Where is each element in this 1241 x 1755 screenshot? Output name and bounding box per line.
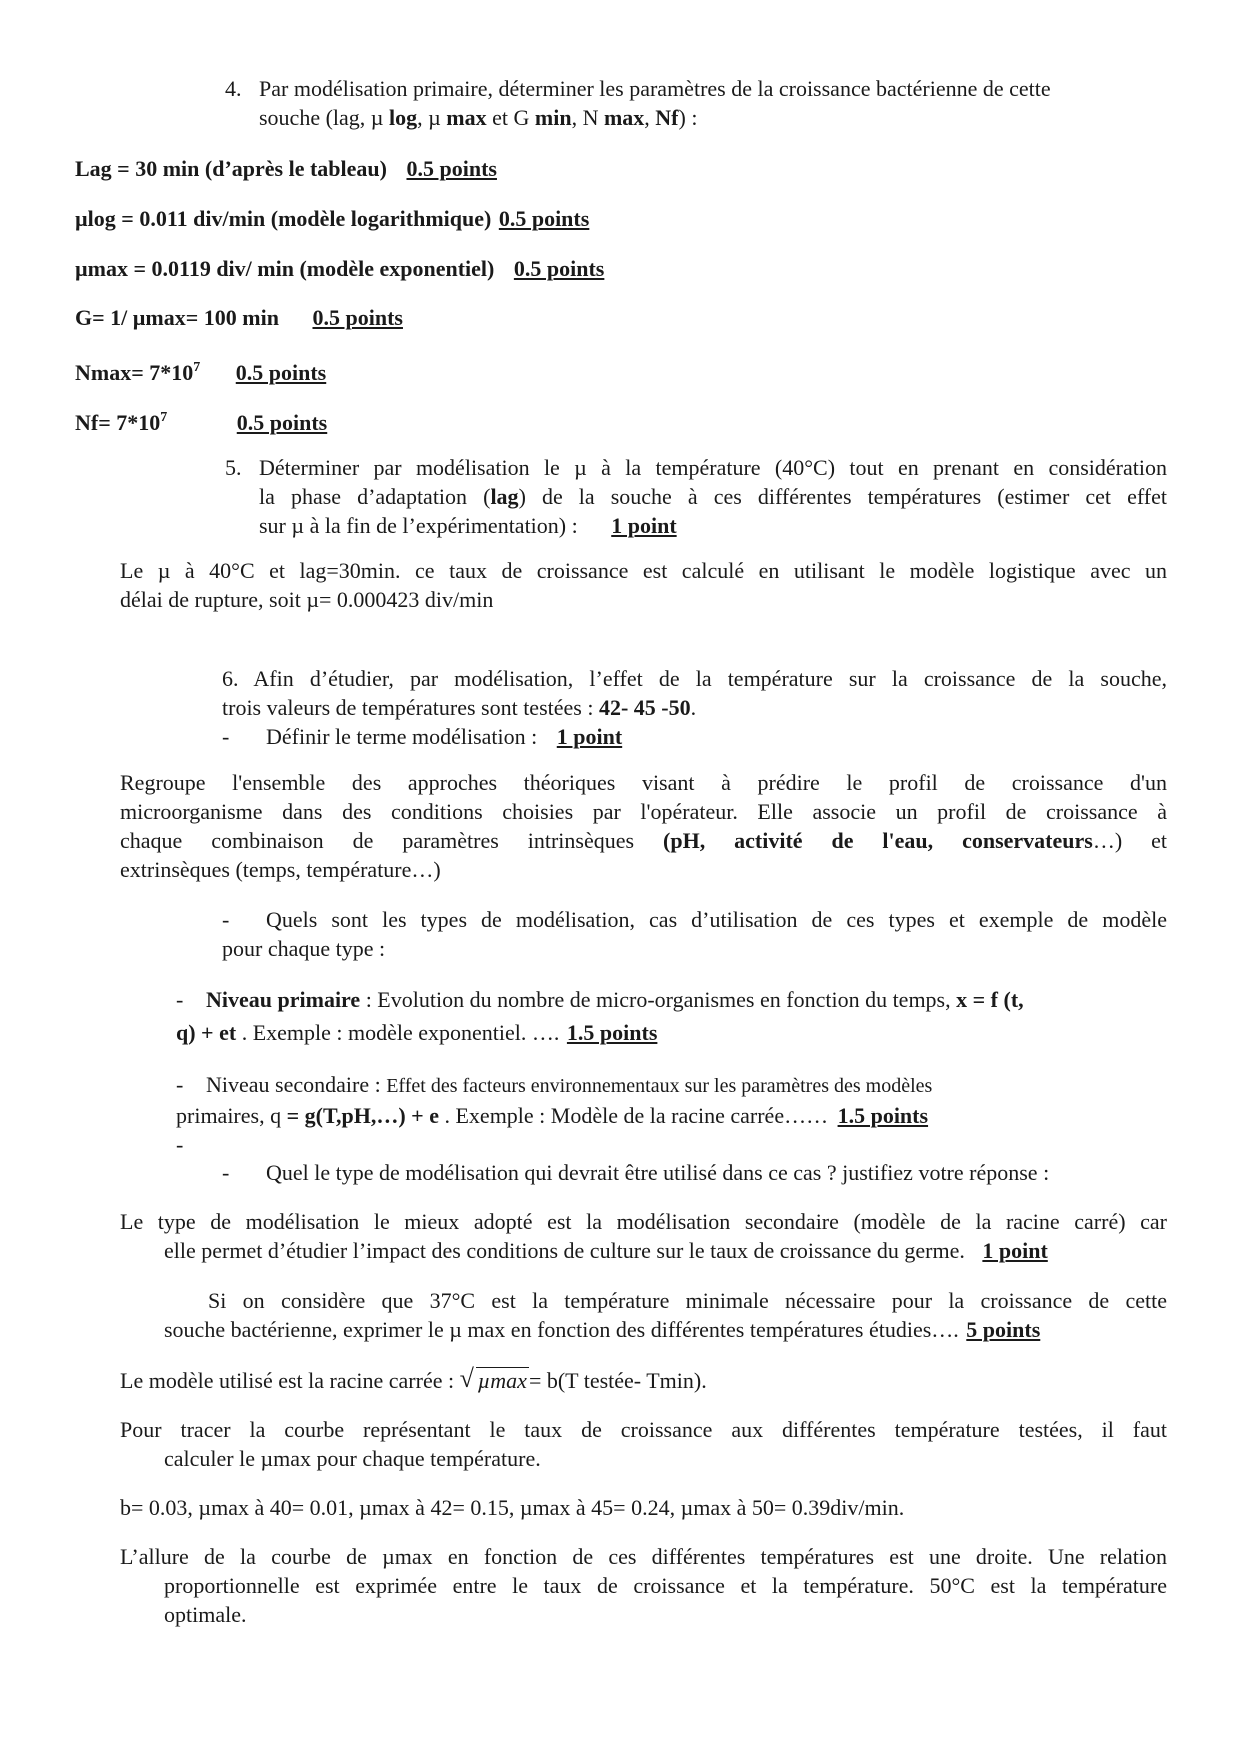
- question-4: [225, 74, 1167, 132]
- conclusion: L’allure de la courbe de µmax en fonction de ces différentes températures est une droite. Une relation proportionnelle est exprimée entre le taux de croissance et la température. 50°C est la température optimale.: [120, 1544, 1167, 1627]
- tmin-question: Si on considère que 37°C est la température minimale nécessaire pour la croissance de cette souche bactérienne, exprimer le µ max en fonction des différentes températures étudies…. 5 points: [164, 1288, 1167, 1342]
- answer-nf: $Nf= 7*10^7$ 0.5 points: [75, 410, 328, 435]
- square-root: √ µmax: [459, 1364, 527, 1393]
- answer-lag: Lag = 30 min (d’après le tableau) 0.5 points: [75, 156, 497, 181]
- answer-g: G= 1/ µmax= 100 min 0.5 points: [75, 305, 403, 330]
- answer-mu-log: µlog = 0.011 div/min (modèle logarithmique) 0.5 points: [75, 206, 590, 231]
- question-number: 4.: [225, 76, 242, 101]
- points-label: 0.5 points: [513, 256, 605, 281]
- which-answer: Le type de modélisation le mieux adopté est la modélisation secondaire (modèle de la racine carré) car elle permet d’étudier l’impact des conditions de culture sur le taux de croissance du germe. 1 point: [120, 1209, 1167, 1263]
- definition-answer: Regroupe l'ensemble des approches théoriques visant à prédire le profil de croissance d'un microorganisme dans des conditions choisies par l'opérateur. Elle associe un profil de croissance à chaque combinaison de paramètres intrinsèques (pH, activité de l'eau, conservateurs…) et extrinsèques (temps, température…): [120, 770, 1167, 882]
- trace-paragraph: Pour tracer la courbe représentant le taux de croissance aux différentes température testées, il faut calculer le µmax pour chaque température.: [120, 1417, 1167, 1471]
- model-formula: Le modèle utilisé est la racine carrée : √ µmax= b(T testée- Tmin).: [120, 1364, 707, 1393]
- points-label: 1 point: [611, 513, 677, 538]
- points-label: 1 point: [982, 1238, 1048, 1263]
- points-label: 1.5 points: [566, 1020, 658, 1045]
- question-4-line2: souche (lag, µ log, µ max et G min, N max, Nf) :: [259, 105, 698, 130]
- question-number: 5.: [225, 455, 242, 480]
- types-question: - Quels sont les types de modélisation, cas d’utilisation de ces types et exemple de modèle pour chaque type :: [222, 907, 1167, 961]
- points-label: 0.5 points: [236, 410, 328, 435]
- question-5: 5. Déterminer par modélisation le µ à la température (40°C) tout en prenant en considération la phase d’adaptation (lag) de la souche à ces différentes températures (estimer cet effet sur µ à la fin de l’expérimentation) : 1 point: [225, 455, 1167, 538]
- primary-level: - Niveau primaire : Evolution du nombre de micro-organismes en fonction du temps, x = f (t, q) + et . Exemple : modèle exponentiel. …. 1.5 points: [176, 987, 1024, 1045]
- points-label: 1 point: [556, 724, 623, 749]
- points-label: 0.5 points: [406, 156, 497, 181]
- answer-mu-max: µmax = 0.0119 div/ min (modèle exponentiel) 0.5 points: [75, 256, 605, 281]
- secondary-level: - Niveau secondaire : Effet des facteurs environnementaux sur les paramètres des modèles primaires, q = g(T,pH,…) + e . Exemple : Modèle de la racine carrée…… 1.5 points -: [176, 1072, 933, 1157]
- mu-values: b= 0.03, µmax à 40= 0.01, µmax à 42= 0.15, µmax à 45= 0.24, µmax à 50= 0.39div/min.: [120, 1495, 905, 1520]
- answer-nmax: $Nmax= 7*10^7$ 0.5 points: [75, 360, 327, 385]
- points-label: 0.5 points: [498, 206, 590, 231]
- question-4-line1: 4. Par modélisation primaire, déterminer les paramètres de la croissance bactérienne de cette: [225, 76, 1051, 101]
- points-label: 0.5 points: [235, 360, 327, 385]
- points-label: 5 points: [966, 1317, 1041, 1342]
- answer-5: Le µ à 40°C et lag=30min. ce taux de croissance est calculé en utilisant le modèle logistique avec un délai de rupture, soit µ= 0.000423 div/min: [120, 558, 1167, 612]
- define-question: - Définir le terme modélisation : 1 point: [222, 724, 623, 749]
- points-label: 0.5 points: [312, 305, 403, 330]
- points-label: 1.5 points: [837, 1103, 929, 1128]
- which-question: - Quel le type de modélisation qui devrait être utilisé dans ce cas ? justifiez votre réponse :: [222, 1160, 1050, 1185]
- question-6: 6. Afin d’étudier, par modélisation, l’effet de la température sur la croissance de la souche, trois valeurs de températures sont testées : 42- 45 -50. - Définir le terme modélisation : 1 point: [222, 666, 1167, 749]
